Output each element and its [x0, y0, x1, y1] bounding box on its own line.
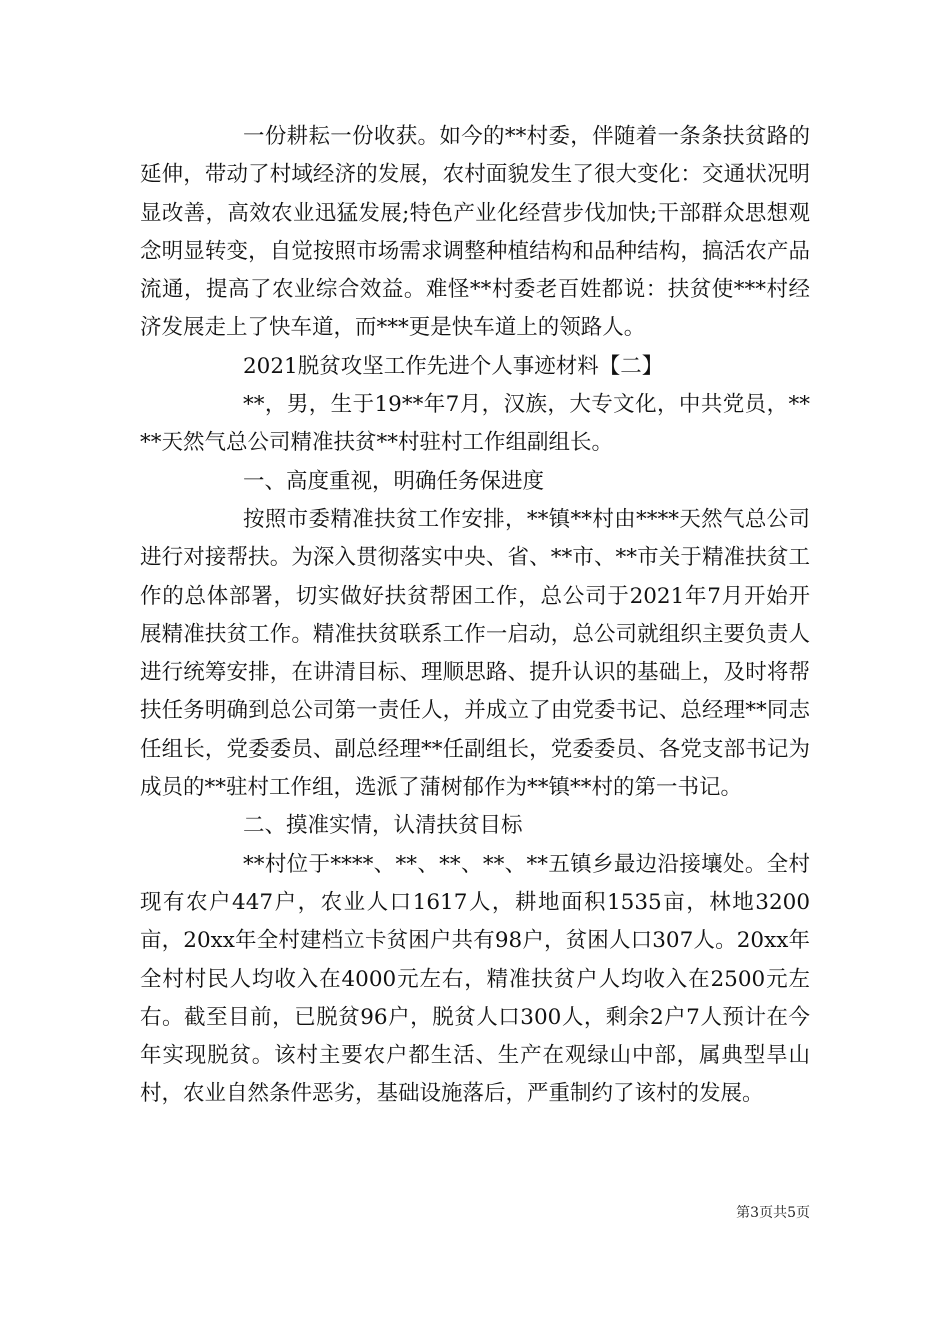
paragraph-person-intro: **，男，生于19**年7月，汉族，大专文化，中共党员，****天然气总公司精准扶贫**村驻村工作组副组长。	[140, 392, 810, 456]
section-title-two: 2021脱贫攻坚工作先进个人事迹材料【二】	[243, 353, 664, 379]
heading-two: 二、摸准实情，认清扶贫目标	[243, 813, 523, 839]
paragraph-work-arrangement: 按照市委精准扶贫工作安排，**镇**村由****天然气总公司进行对接帮扶。为深入贯彻落实中央、省、**市、**市关于精准扶贫工作的总体部署，切实做好扶贫帮困工作，总公司于2021年7月开始开展精准扶贫工作。精准扶贫联系工作一启动，总公司就组织主要负责人进行统筹安排，在讲清目标、理顺思路、提升认识的基础上，及时将帮扶任务明确到总公司第一责任人，并成立了由党委书记、总经理**同志任组长，党委委员、副总经理**任副组长，党委委员、各党支部书记为成员的**驻村工作组，选派了蒲树郁作为**镇**村的第一书记。	[140, 506, 810, 801]
document-body	[140, 118, 810, 1114]
page-number-footer: 第3页共5页	[736, 1205, 810, 1221]
paragraph-harvest: 一份耕耘一份收获。如今的**村委，伴随着一条条扶贫路的延伸，带动了村域经济的发展，农村面貌发生了很大变化：交通状况明显改善，高效农业迅猛发展;特色产业化经营步伐加快;干部群众思想观念明显转变，自觉按照市场需求调整种植结构和品种结构，搞活农产品流通，提高了农业综合效益。难怪**村委老百姓都说：扶贫使***村经济发展走上了快车道，而***更是快车道上的领路人。	[140, 124, 810, 341]
paragraph-village-status: **村位于****、**、**、**、**五镇乡最边沿接壤处。全村现有农户447户，农业人口1617人，耕地面积1535亩，林地3200亩，20xx年全村建档立卡贫困户共有98户，贫困人口307人。20xx年全村村民人均收入在4000元左右，精准扶贫户人均收入在2500元左右。截至目前，已脱贫96户，脱贫人口300人，剩余2户7人预计在今年实现脱贫。该村主要农户都生活、生产在观绿山中部，属典型旱山村，农业自然条件恶劣，基础设施落后，严重制约了该村的发展。	[140, 851, 810, 1107]
heading-one: 一、高度重视，明确任务保进度	[243, 468, 545, 494]
